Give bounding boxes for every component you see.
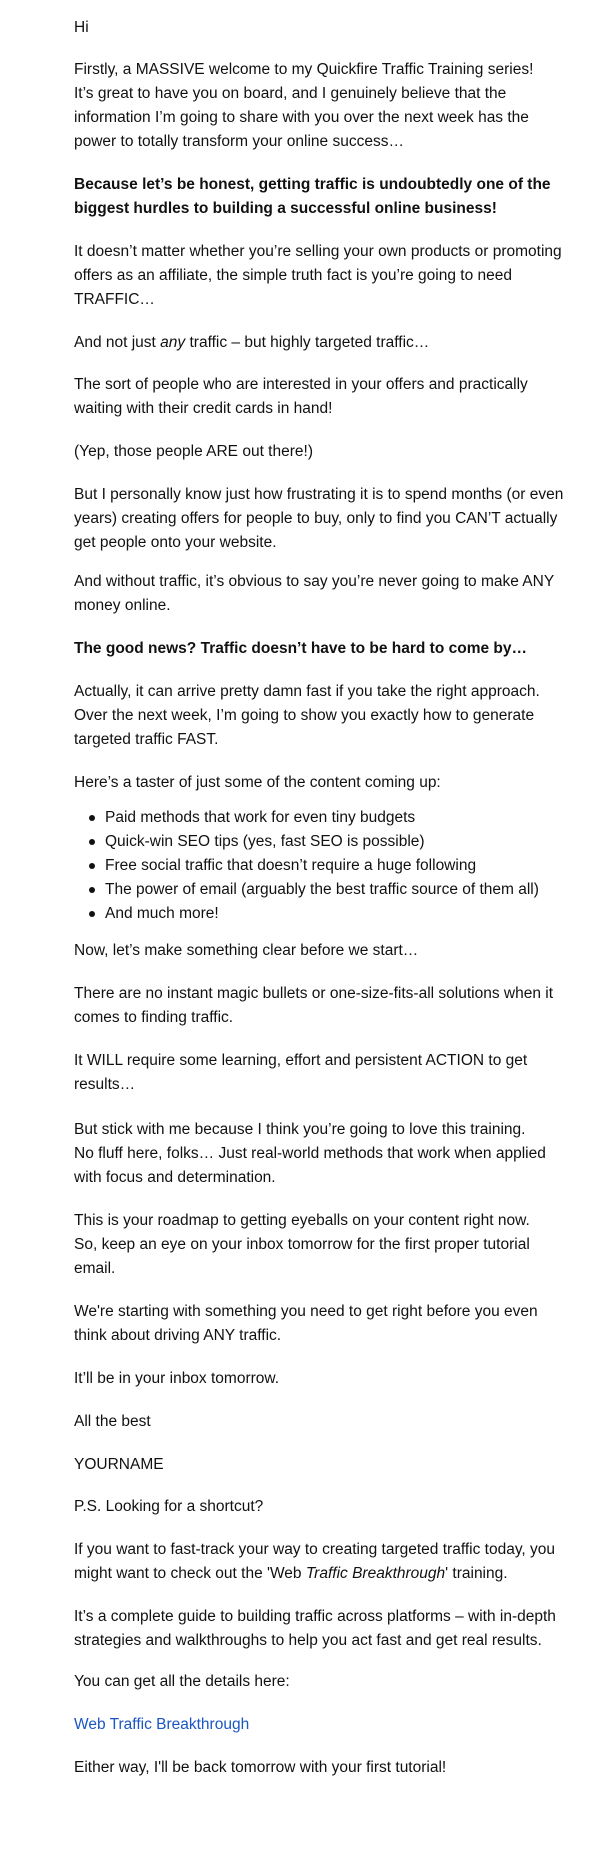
intro-line-4: power to totally transform your online success… bbox=[74, 133, 404, 150]
roadmap-line-2: So, keep an eye on your inbox tomorrow for the first proper tutorial bbox=[74, 1236, 530, 1253]
no-magic-line-2: comes to finding traffic. bbox=[74, 1009, 234, 1026]
greeting: Hi bbox=[74, 19, 89, 36]
web-traffic-breakthrough-link[interactable]: Web Traffic Breakthrough bbox=[74, 1716, 250, 1733]
not-just-line bbox=[74, 331, 574, 355]
yep-line: (Yep, those people ARE out there!) bbox=[74, 443, 313, 460]
fasttrack-line-1: If you want to fast-track your way to creating targeted traffic today, you bbox=[74, 1541, 556, 1558]
list-item: Quick-win SEO tips (yes, fast SEO is possible) bbox=[105, 833, 425, 850]
clear-line: Now, let’s make something clear before we start… bbox=[74, 942, 419, 959]
fasttrack-line-2 bbox=[74, 1562, 574, 1586]
not-just-before: And not just bbox=[74, 334, 161, 351]
intro-line-2: It’s great to have you on board, and I genuinely believe that the bbox=[74, 85, 507, 102]
roadmap-line-3: email. bbox=[74, 1260, 116, 1277]
not-just-after: traffic – but highly targeted traffic… bbox=[185, 334, 430, 351]
stick-line-1: But stick with me because I think you’re going to love this training. bbox=[74, 1121, 526, 1138]
actually-line-3: targeted traffic FAST. bbox=[74, 731, 219, 748]
matter-line-1: It doesn’t matter whether you’re selling your own products or promoting bbox=[74, 243, 562, 260]
sort-line-2: waiting with their credit cards in hand! bbox=[74, 400, 333, 417]
guide-line-2: strategies and walkthroughs to help you act fast and get real results. bbox=[74, 1632, 542, 1649]
will-require-line-1: It WILL require some learning, effort and persistent ACTION to get bbox=[74, 1052, 528, 1069]
honest-line-2: biggest hurdles to building a successful online business! bbox=[74, 200, 497, 217]
intro-line-1: Firstly, a MASSIVE welcome to my Quickfire Traffic Training series! bbox=[74, 61, 534, 78]
roadmap-line-1: This is your roadmap to getting eyeballs on your content right now. bbox=[74, 1212, 530, 1229]
fasttrack-italic: Traffic Breakthrough bbox=[305, 1565, 446, 1582]
stick-line-2: No fluff here, folks… Just real-world methods that work when applied bbox=[74, 1145, 546, 1162]
matter-line-2: offers as an affiliate, the simple truth fact is you’re going to need bbox=[74, 267, 512, 284]
starting-line-1: We're starting with something you need to get right before you even bbox=[74, 1303, 538, 1320]
good-news-line: The good news? Traffic doesn’t have to be hard to come by… bbox=[74, 640, 528, 657]
intro-line-3: information I’m going to share with you over the next week has the bbox=[74, 109, 529, 126]
bullet-dot bbox=[89, 863, 95, 869]
no-magic-line-1: There are no instant magic bullets or one-size-fits-all solutions when it bbox=[74, 985, 554, 1002]
taster-line: Here’s a taster of just some of the content coming up: bbox=[74, 774, 441, 791]
actually-line-1: Actually, it can arrive pretty damn fast if you take the right approach. bbox=[74, 683, 540, 700]
will-require-line-2: results… bbox=[74, 1076, 136, 1093]
list-item: And much more! bbox=[105, 905, 219, 922]
closing-line: Either way, I'll be back tomorrow with your first tutorial! bbox=[74, 1759, 447, 1776]
frustrating-line-2: years) creating offers for people to buy, only to find you CAN’T actually bbox=[74, 510, 558, 527]
matter-line-3: TRAFFIC… bbox=[74, 291, 155, 308]
guide-line-1: It’s a complete guide to building traffic across platforms – with in-depth bbox=[74, 1608, 556, 1625]
honest-line-1: Because let’s be honest, getting traffic is undoubtedly one of the bbox=[74, 176, 551, 193]
not-just-italic: any bbox=[160, 334, 186, 351]
actually-line-2: Over the next week, I’m going to show you exactly how to generate bbox=[74, 707, 535, 724]
stick-line-3: with focus and determination. bbox=[74, 1169, 276, 1186]
fasttrack-before: might want to check out the 'Web bbox=[74, 1565, 306, 1582]
without-line-1: And without traffic, it’s obvious to say you’re never going to make ANY bbox=[74, 573, 555, 590]
bullet-dot bbox=[89, 815, 95, 821]
bullet-dot bbox=[89, 839, 95, 845]
frustrating-line-1: But I personally know just how frustrating it is to spend months (or even bbox=[74, 486, 564, 503]
bullet-dot bbox=[89, 911, 95, 917]
sender-name: YOURNAME bbox=[74, 1456, 164, 1473]
sort-line-1: The sort of people who are interested in your offers and practically bbox=[74, 376, 528, 393]
without-line-2: money online. bbox=[74, 597, 171, 614]
list-item: Paid methods that work for even tiny budgets bbox=[105, 809, 416, 826]
bullet-dot bbox=[89, 887, 95, 893]
inbox-line: It’ll be in your inbox tomorrow. bbox=[74, 1370, 280, 1387]
ps-line: P.S. Looking for a shortcut? bbox=[74, 1498, 264, 1515]
signoff: All the best bbox=[74, 1413, 151, 1430]
list-item: Free social traffic that doesn’t require a huge following bbox=[105, 857, 477, 874]
frustrating-line-3: get people onto your website. bbox=[74, 534, 277, 551]
starting-line-2: think about driving ANY traffic. bbox=[74, 1327, 282, 1344]
fasttrack-after: ' training. bbox=[445, 1565, 508, 1582]
list-item: The power of email (arguably the best traffic source of them all) bbox=[105, 881, 539, 898]
details-line: You can get all the details here: bbox=[74, 1673, 290, 1690]
